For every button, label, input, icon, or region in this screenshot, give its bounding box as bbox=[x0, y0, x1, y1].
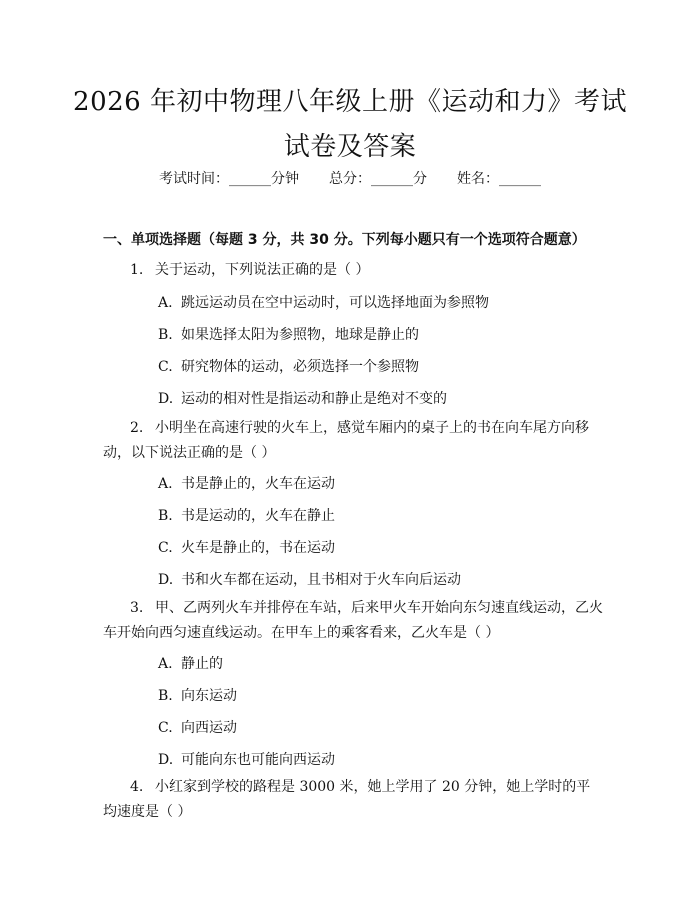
option-2b bbox=[158, 505, 335, 525]
option-letter: B. bbox=[158, 327, 173, 343]
question-number: 1. bbox=[130, 262, 144, 278]
exam-title: 2026 年初中物理八年级上册《运动和力》考试试卷及答案 bbox=[73, 87, 627, 162]
option-text: 静止的 bbox=[181, 656, 223, 672]
score-blank: ______ bbox=[371, 171, 413, 187]
option-letter: C. bbox=[158, 720, 173, 736]
question-number: 2. bbox=[130, 420, 144, 436]
option-letter: D. bbox=[158, 391, 174, 407]
option-3b bbox=[158, 685, 237, 705]
option-text: 研究物体的运动，必须选择一个参照物 bbox=[181, 359, 419, 375]
option-text: 火车是静止的，书在运动 bbox=[181, 540, 335, 556]
option-text: 跳远运动员在空中运动时，可以选择地面为参照物 bbox=[181, 295, 489, 311]
option-2d bbox=[158, 569, 461, 589]
option-letter: D. bbox=[158, 752, 174, 768]
option-letter: B. bbox=[158, 508, 173, 524]
question-text: 小明坐在高速行驶的火车上，感觉车厢内的桌子上的书在向车尾方向移动，以下说法正确的是（ ） bbox=[103, 420, 589, 461]
time-unit: 分钟 bbox=[271, 171, 299, 187]
option-text: 如果选择太阳为参照物，地球是静止的 bbox=[181, 327, 419, 343]
option-text: 书是静止的，火车在运动 bbox=[181, 476, 335, 492]
option-text: 可能向东也可能向西运动 bbox=[181, 752, 335, 768]
time-blank: ______ bbox=[229, 171, 271, 187]
option-text: 运动的相对性是指运动和静止是绝对不变的 bbox=[181, 391, 447, 407]
option-3c bbox=[158, 717, 237, 737]
option-2a bbox=[158, 473, 335, 493]
question-3 bbox=[103, 596, 603, 646]
option-letter: B. bbox=[158, 688, 173, 704]
option-letter: A. bbox=[158, 656, 173, 672]
score-unit: 分 bbox=[413, 171, 427, 187]
name-label: 姓名： bbox=[457, 171, 499, 187]
question-4 bbox=[103, 775, 603, 825]
question-text: 小红家到学校的路程是 3000 米，她上学用了 20 分钟，她上学时的平均速度是（ ） bbox=[103, 779, 591, 820]
option-2c bbox=[158, 537, 335, 557]
option-text: 向西运动 bbox=[181, 720, 237, 736]
option-text: 书是运动的，火车在静止 bbox=[181, 508, 335, 524]
question-2 bbox=[103, 416, 603, 466]
option-letter: C. bbox=[158, 540, 173, 556]
option-letter: A. bbox=[158, 476, 173, 492]
option-letter: A. bbox=[158, 295, 173, 311]
name-blank: ______ bbox=[499, 171, 541, 187]
time-label: 考试时间： bbox=[159, 171, 229, 187]
question-text: 甲、乙两列火车并排停在车站，后来甲火车开始向东匀速直线运动，乙火车开始向西匀速直线运动。在甲车上的乘客看来，乙火车是（ ） bbox=[103, 600, 603, 641]
exam-info-line bbox=[0, 168, 700, 188]
option-3d bbox=[158, 749, 335, 769]
score-label: 总分： bbox=[329, 171, 371, 187]
option-1b bbox=[158, 324, 419, 344]
option-text: 书和火车都在运动，且书相对于火车向后运动 bbox=[181, 572, 461, 588]
question-number: 4. bbox=[130, 779, 144, 795]
option-letter: D. bbox=[158, 572, 174, 588]
option-text: 向东运动 bbox=[181, 688, 237, 704]
option-1d bbox=[158, 388, 447, 408]
question-number: 3. bbox=[130, 600, 144, 616]
option-letter: C. bbox=[158, 359, 173, 375]
question-1 bbox=[103, 258, 603, 283]
question-text: 关于运动，下列说法正确的是（ ） bbox=[155, 262, 370, 278]
section-heading: 一、单项选择题（每题 3 分，共 30 分。下列每小题只有一个选项符合题意） bbox=[103, 232, 586, 248]
option-3a bbox=[158, 653, 223, 673]
option-1c bbox=[158, 356, 419, 376]
option-1a bbox=[158, 292, 489, 312]
